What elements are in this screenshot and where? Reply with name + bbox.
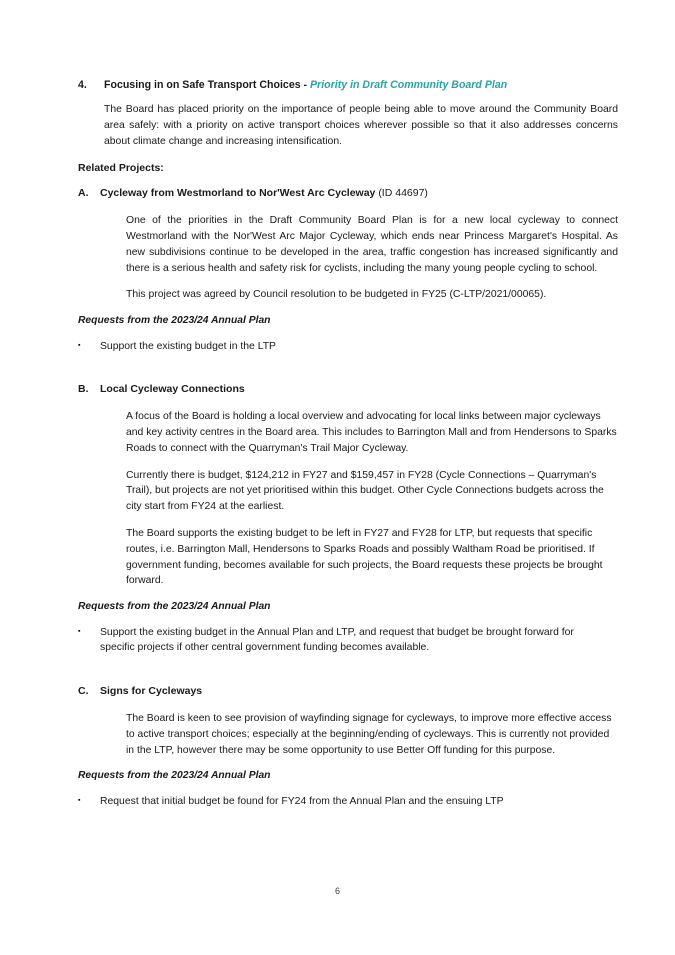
section-title: Focusing in on Safe Transport Choices bbox=[104, 79, 301, 91]
page-number: 6 bbox=[334, 886, 340, 896]
section-title-accent: Priority in Draft Community Board Plan bbox=[310, 79, 508, 91]
section-title-group bbox=[104, 78, 618, 92]
project-a-paragraph-1: One of the priorities in the Draft Community Board Plan is for a new local cycleway to connect Westmorland with the Nor'West Arc Major Cycleway, which ends near Princess Margaret's Hospital. As new subdivisions continue to be developed in the area, traffic congestion has increased significantly and there is a serious health and safety risk for cyclists, including the many young people cycling to school. bbox=[126, 215, 618, 274]
project-letter-b: B. bbox=[78, 383, 89, 396]
project-heading-b bbox=[78, 382, 618, 397]
section-intro-paragraph: The Board has placed priority on the importance of people being able to move around the Community Board area safely: with a priority on active transport choices wherever possible so that it also addresses concerns about climate change and increasing intensification. bbox=[104, 104, 618, 147]
project-c-request-text: Request that initial budget be found for FY24 from the Annual Plan and the ensuing LTP bbox=[100, 795, 504, 807]
project-heading-a bbox=[78, 186, 618, 201]
project-title-b: Local Cycleway Connections bbox=[100, 383, 245, 396]
project-id-a: (ID 44697) bbox=[378, 187, 428, 200]
project-b-paragraph-2: Currently there is budget, $124,212 in FY27 and $159,457 in FY28 (Cycle Connections – Quarryman's Trail), but projects are not yet prioritised within this budget. Other Cycle Connections budgets across the city start from FY24 at the earliest. bbox=[126, 469, 604, 513]
project-title-c: Signs for Cycleways bbox=[100, 685, 203, 698]
section-heading bbox=[78, 78, 618, 92]
project-a-requests-heading: Requests from the 2023/24 Annual Plan bbox=[78, 315, 271, 327]
square-bullet-icon: ▪ bbox=[78, 627, 81, 635]
project-c-requests-heading: Requests from the 2023/24 Annual Plan bbox=[78, 770, 271, 782]
spacer-b-c bbox=[78, 666, 618, 684]
related-projects-label: Related Projects: bbox=[78, 161, 164, 174]
project-b-requests-heading: Requests from the 2023/24 Annual Plan bbox=[78, 601, 271, 613]
project-heading-c bbox=[78, 684, 618, 699]
page-content bbox=[78, 78, 618, 820]
project-b-paragraph-1: A focus of the Board is holding a local overview and advocating for local links between major cycleways and key activity centres in the Board area. This includes to Barrington Mall and from Hendersons to Sparks Roads to connect with the Quarryman's Trail Major Cycleway. bbox=[126, 411, 617, 454]
project-letter-a: A. bbox=[78, 187, 89, 200]
project-letter-c: C. bbox=[78, 685, 89, 698]
project-c-paragraph-1: The Board is keen to see provision of wayfinding signage for cycleways, to improve more effective access to active transport choices; especially at the beginning/ending of cycleways. This is currently not provided in the LTP, however there may be some opportunity to use Better Off funding for this purpose. bbox=[126, 712, 612, 756]
section-number: 4. bbox=[78, 79, 87, 91]
project-b-paragraph-3: The Board supports the existing budget to be left in FY27 and FY28 for LTP, but requests that specific routes, i.e. Barrington Mall, Hendersons to Sparks Roads and possibly Waltham Road be prioritised. If government funding, becomes available for such projects, the Board requests these projects be brought forward. bbox=[126, 527, 603, 587]
project-title-group-a bbox=[100, 186, 618, 201]
project-a-request-item bbox=[78, 339, 618, 355]
project-b-request-item bbox=[78, 625, 618, 657]
section-title-separator: - bbox=[300, 79, 311, 91]
square-bullet-icon: ▪ bbox=[78, 341, 81, 349]
square-bullet-icon: ▪ bbox=[78, 796, 81, 804]
project-b-request-text: Support the existing budget in the Annual Plan and LTP, and request that budget be brought forward for specific projects if other central government funding becomes available. bbox=[100, 626, 574, 654]
project-c-request-item bbox=[78, 794, 618, 810]
project-a-request-text: Support the existing budget in the LTP bbox=[100, 340, 276, 352]
spacer-a-b bbox=[78, 364, 618, 382]
project-a-paragraph-2: This project was agreed by Council resolution to be budgeted in FY25 (C-LTP/2021/00065). bbox=[126, 289, 547, 301]
project-title-a: Cycleway from Westmorland to Nor'West Arc Cycleway bbox=[100, 187, 376, 200]
